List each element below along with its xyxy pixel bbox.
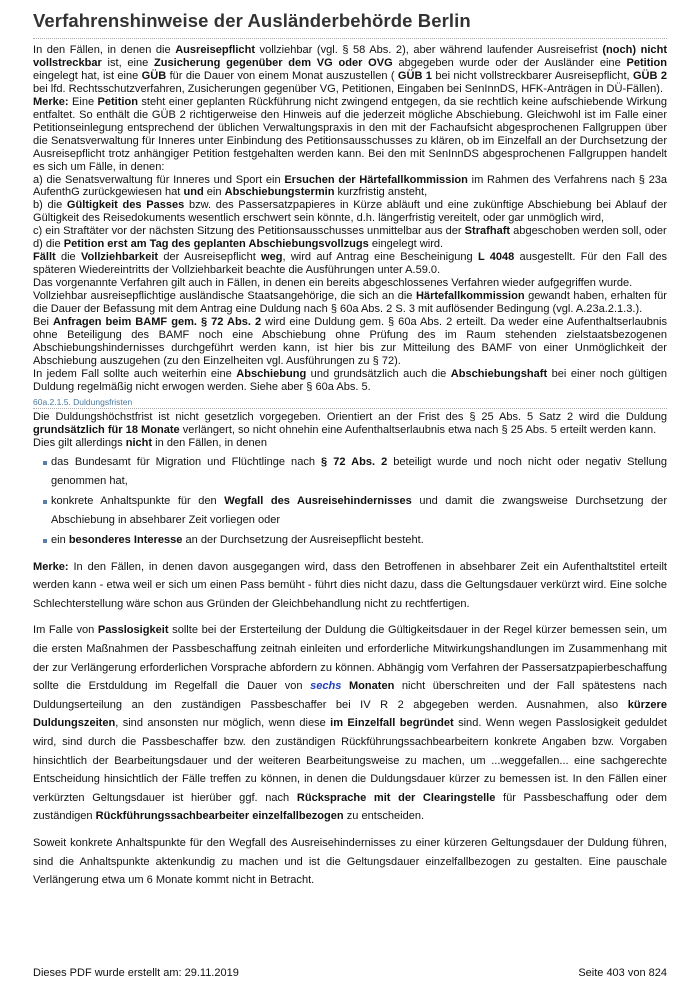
square-bullet-icon: [43, 500, 47, 504]
square-bullet-icon: [43, 461, 47, 465]
list-item-d: d) die Petition erst am Tag des geplanten Abschiebungsvollzugs eingelegt wird.: [33, 238, 444, 251]
list-item-c: c) ein Straftäter vor der nächsten Sitzung des Petitionsausschusses unmittelbar aus der Strafhaft abgeschoben werden soll, oder: [33, 225, 667, 238]
square-bullet-icon: [43, 539, 47, 543]
paragraph-haertefall: Vollziehbar ausreisepflichtige ausländische Staatsangehörige, die sich an die Härtefallkommission gewandt haben, erhalten für die Dauer der Befassung mit dem Antrag eine Duldung nach § 60a Abs. 2 S. 3 mit auflösender Bedingung (vgl. A.23a.2.1.3.).: [33, 290, 667, 316]
bullet-item: ein besonderes Interesse an der Durchsetzung der Ausreisepflicht besteht.: [43, 531, 667, 550]
paragraph-merke-aufenthaltstitel: Merke: In den Fällen, in denen davon ausgegangen wird, dass den Betroffenen in absehbarer Zeit ein Aufenthaltstitel erteilt werden kann - etwa weil er sich um einen Pass bemüht - führt dies nicht dazu, dass die Geltungsdauer verkürzt wird. Eine solche Schlechterstellung wäre schon aus Gründen der Gleichbehandlung nicht zu rechtfertigen.: [33, 560, 667, 610]
paragraph-passlosigkeit: Im Falle von Passlosigkeit sollte bei der Ersterteilung der Duldung die Gültigkeitsdauer in der Regel kürzer bemessen sein, um die ersten Maßnahmen der Passbeschaffung zeitnah einleiten und erforderliche Mitwirkungshandlungen im Zusammenhang mit der zur Verlängerung erforderlichen Vorsprache abfordern zu können. Abhängig vom Verfahren der Passersatzpapierbeschaffung sollte die Erstduldung im Regelfall die Dauer von sechs Monaten nicht überschreiten und der Fall spätestens nach Duldungserteilung an den zuständigen Passbeschaffer bei IV R 2 abgegeben werden. Ausnahmen, also kürzere Duldungszeiten, sind ansonsten nur möglich, wenn diese im Einzelfall begründet sind. Wenn wegen Passlosigkeit geduldet wird, sind durch die Passbeschaffer bzw. den zuständigen Rückführungssachbearbeitern konkrete Angaben bzw. Vorgaben hinsichtlich der Bearbeitungsdauer und der weiteren Bearbeitungsweise zu machen, um ...weggefallen... eine sachgerechte Entscheidung hinsichtlich der Fälle treffen zu können, in denen die Duldungsdauer kürzer zu bemessen ist. In den Fällen einer verkürzten Geltungsdauer ist hierüber ggf. nach Rücksprache mit der Clearingstelle für Passbeschaffung oder dem zuständigen Rückführungssachbearbeiter einzelfallbezogen zu entscheiden.: [33, 624, 668, 823]
page-title: Verfahrenshinweise der Ausländerbehörde Berlin: [33, 10, 667, 39]
paragraph-abschiebung: In jedem Fall sollte auch weiterhin eine Abschiebung und grundsätzlich auch die Abschiebungshaft bei einer noch gültigen Duldung regelmäßig nicht erwogen werden. Siehe aber § 60a Abs. 5.: [33, 367, 667, 393]
list-item-a: a) die Senatsverwaltung für Inneres und Sport ein Ersuchen der Härtefallkommission im Rahmen des Verfahrens nach § 23a AufenthG zurückgewiesen hat und ein Abschiebungstermin kurzfristig ansteht,: [33, 173, 668, 199]
list-item-b: b) die Gültigkeit des Passes bzw. des Passersatzpapieres in Kürze abläuft und eine zukünftige Abschiebung bei Ablauf der Gültigkeit des Reisedokuments wesentlich erschwert sein könnte, d.h. längerfristig vereitelt, oder gar unmöglich wird,: [33, 199, 668, 225]
paragraph-ausnahmen: Dies gilt allerdings nicht in den Fällen, in denen: [33, 436, 267, 449]
paragraph-ausreisepflicht: In den Fällen, in denen die Ausreisepflicht vollziehbar (vgl. § 58 Abs. 2), aber während laufender Ausreisefrist (noch) nicht vollstreckbar ist, eine Zusicherung gegenüber dem VG oder OVG abgegeben wurde oder der Ausländer eine Petition eingelegt hat, ist eine GÜB für die Dauer von einem Monat auszustellen ( GÜB 1 bei nicht vollstreckbarer Ausreisepflicht, GÜB 2 bei lfd. Rechtsschutzverfahren, Zusicherungen gegenüber VG, Petitionen, Eingaben bei SenInnDS, HFK-Anträgen in DÜ-Fällen).: [33, 44, 668, 95]
paragraph-duldungshoechstfrist: Die Duldungshöchstfrist ist nicht gesetzlich vorgegeben. Orientiert an der Frist des § 25 Abs. 5 Satz 2 wird die Duldung grundsätzlich für 18 Monate verlängert, so nicht ohnehin eine Aufenthaltserlaubnis etwa nach § 25 Abs. 5 erteilt werden kann.: [33, 410, 667, 436]
paragraph-merke-petition: Merke: Eine Petition steht einer geplanten Rückführung nicht zwingend entgegen, da sie rechtlich keine aufschiebende Wirkung entfaltet. So enthält die GÜB 2 richtigerweise den Hinweis auf die jederzeit mögliche Abschiebung. Gleichwohl ist im Falle einer Petitionseinlegung entsprechend der üblichen Verwaltungspraxis in den mit der Fachaufsicht abgesprochenen Fallgruppen über die Senatsverwaltung für Inneres unter Einbindung des Petitionsausschusses zu klären, ob im Einzelfall an der Durchsetzung der Ausreisepflicht trotz anhängiger Petition festgehalten werden kann. Bei den mit SenInnDS abgesprochenen Fallgruppen handelt es sich um Fälle, in denen:: [33, 95, 668, 173]
highlighted-duration: sechs: [310, 680, 342, 693]
paragraph-vollziehbarkeit: Fällt die Vollziehbarkeit der Ausreisepflicht weg, wird auf Antrag eine Bescheinigung L 4048 ausgestellt. Für den Fall des späteren Wiedereintritts der Vollziehbarkeit beachte die Ausführungen unter A.59.0.: [33, 251, 668, 277]
paragraph-verfahren: Das vorgenannte Verfahren gilt auch in Fällen, in denen ein bereits abgeschlossenes Verfahren wieder aufgegriffen wurde.: [33, 277, 633, 290]
footer-created-date: Dieses PDF wurde erstellt am: 29.11.2019: [33, 967, 239, 979]
section-heading-duldungsfristen: 60a.2.1.5. Duldungsfristen: [33, 397, 667, 409]
bullet-item: konkrete Anhaltspunkte für den Wegfall des Ausreisehindernisses und damit die zwangsweise Durchsetzung der Abschiebung in absehbarer Zeit vorliegen oder: [43, 492, 667, 530]
paragraph-anhaltspunkte: Soweit konkrete Anhaltspunkte für den Wegfall des Ausreisehindernisses zu einer kürzeren Geltungsdauer der Duldung führen, sind die Anhaltspunkte aktenkundig zu machen und ist die Geltungsdauer einzelfallbezogen zu gestalten. Eine pauschale Verlängerung etwa um 6 Monate kommt nicht in Betracht.: [33, 836, 667, 887]
bullet-item: das Bundesamt für Migration und Flüchtlinge nach § 72 Abs. 2 beteiligt wurde und noch nicht oder negativ Stellung genommen hat,: [43, 453, 667, 491]
paragraph-bamf: Bei Anfragen beim BAMF gem. § 72 Abs. 2 wird eine Duldung gem. § 60a Abs. 2 erteilt. Da weder eine Aufenthaltserlaubnis ohne Beteiligung des BAMF noch eine Abschiebung ohne Prüfung des im Raum stehenden zielstaatsbezogenen Abschiebungshindernisses durchgeführt werden kann, ist hier bis zur Mitteilung des BAMF von einer Unmöglichkeit der Abschiebung auszugehen (zu den Einzelheiten vgl. Ausführungen zu § 72).: [33, 316, 667, 367]
document-page: [33, 10, 667, 890]
bullet-list: [33, 453, 667, 550]
footer-page-number: Seite 403 von 824: [578, 967, 667, 979]
